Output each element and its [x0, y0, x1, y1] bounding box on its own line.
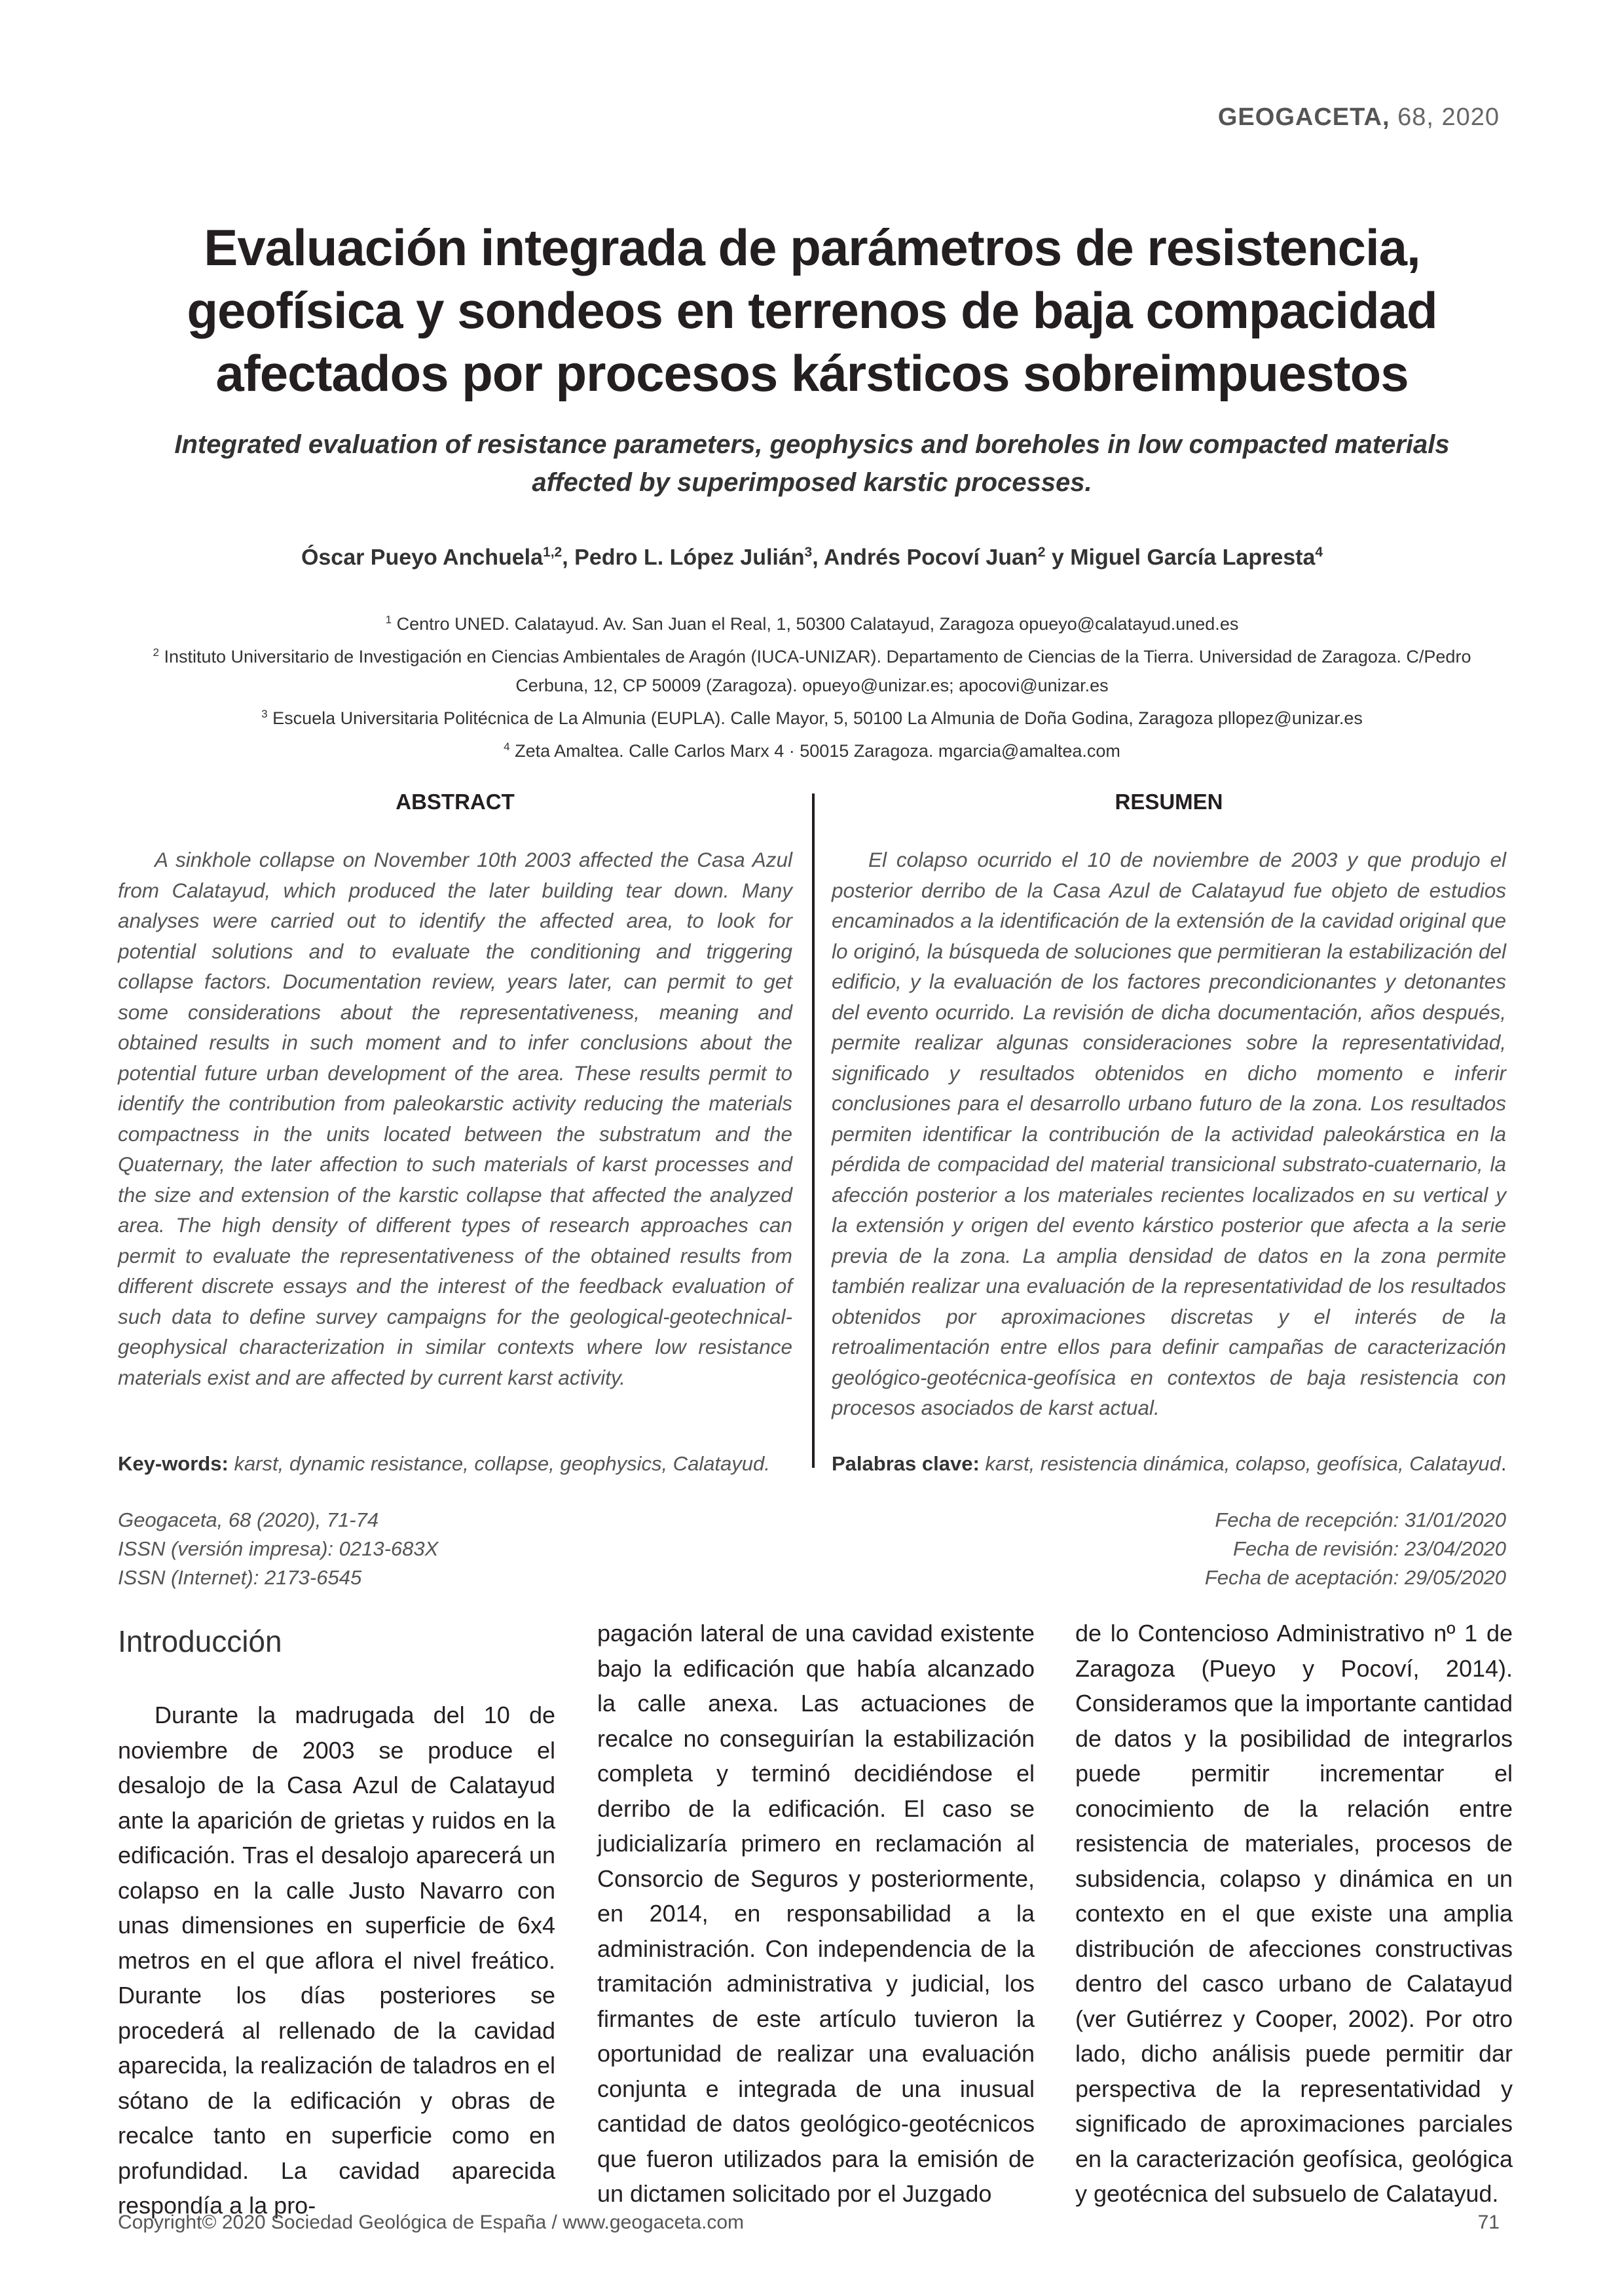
author-affiliation-marker: 3 — [804, 545, 813, 560]
abstract-text: A sinkhole collapse on November 10th 2003 affected the Casa Azul from Calatayud, which produced the later building tear down. Many analyses were carried out to identify the affected area, to look for potential solutions and to evaluate the conditioning and triggering collapse factors. Documentation review, years later, can permit to get some considerations about the representativeness, meaning and obtained results in such moment and to infer conclusions about the potential future urban development of the area. These results permit to identify the contribution from paleokarstic activity reducing the materials compactness in the units located between the substratum and the Quaternary, the later affection to such materials of karst processes and the size and extension of the karstic collapse that affected the analyzed area. The high density of different types of research approaches can permit to evaluate the representativeness of the obtained results from different discrete essays and the interest of the feedback evaluation of such data to define survey campaigns for the geological-geotechnical-geophysical characterization in similar contexts where low resistance materials exist and are affected by current karst activity. — [118, 848, 792, 1389]
date-revised: Fecha de revisión: 23/04/2020 — [1232, 1537, 1506, 1560]
affiliation-item — [124, 700, 1500, 733]
date-received: Fecha de recepción: 31/01/2020 — [1215, 1508, 1506, 1531]
journal-issue: 68, 2020 — [1397, 103, 1500, 131]
keywords-en — [118, 1452, 812, 1476]
author-list — [111, 545, 1513, 570]
author-affiliation-marker: 4 — [1315, 545, 1323, 560]
body-column-1: Durante la madrugada del 10 de noviembre de 2003 se produce el desalojo de la Casa Azul de Calatayud ante la aparición de grietas y ruidos en la edificación. Tras el desalojo aparecerá un colapso en la calle Justo Navarro con unas dimensiones en superficie de 6x4 metros en el que aflora el nivel freático. Durante los días posteriores se procederá al rellenado de la cavidad aparecida, la realización de taladros en el sótano de la edificación y obras de recalce tanto en superficie como en profundidad. La cavidad aparecida respondía a la pro- — [118, 1702, 555, 2219]
keywords-value: karst, resistencia dinámica, colapso, geofísica, Calatayud — [985, 1452, 1501, 1475]
affiliation-text: Escuela Universitaria Politécnica de La Almunia (EUPLA). Calle Mayor, 5, 50100 La Almunia de Doña Godina, Zaragoza pllopez@unizar.es — [272, 708, 1363, 728]
affiliation-item — [124, 638, 1500, 700]
author-separator: , — [812, 545, 824, 570]
journal-header — [1218, 103, 1500, 132]
introduction-heading: Introducción — [118, 1624, 282, 1658]
affiliation-marker: 4 — [504, 740, 510, 753]
citation-info — [118, 1506, 438, 1592]
keywords-label: Palabras clave: — [832, 1452, 980, 1475]
affiliation-marker: 1 — [385, 613, 392, 626]
author-name: Miguel García Lapresta — [1070, 545, 1316, 570]
affiliation-marker: 2 — [153, 646, 159, 659]
author-name: Pedro L. López Julián — [574, 545, 805, 570]
column-divider — [812, 793, 815, 1468]
author-name: Andrés Pocoví Juan — [823, 545, 1038, 570]
affiliation-text: Zeta Amaltea. Calle Carlos Marx 4 · 50015 Zaragoza. mgarcia@amaltea.com — [515, 741, 1120, 761]
page-number: 71 — [1477, 2212, 1500, 2233]
author-affiliation-marker: 1,2 — [543, 545, 563, 560]
keywords-end-period: . — [1500, 1452, 1507, 1475]
resumen-heading: RESUMEN — [1115, 790, 1223, 814]
author-affiliation-marker: 2 — [1037, 545, 1046, 560]
date-accepted: Fecha de aceptación: 29/05/2020 — [1204, 1566, 1506, 1589]
affiliation-item — [124, 733, 1500, 765]
footer-copyright: Copyright© 2020 Sociedad Geológica de España / www.geogaceta.com — [118, 2212, 745, 2233]
issn-online: ISSN (Internet): 2173-6545 — [118, 1566, 362, 1589]
submission-dates — [1205, 1506, 1506, 1592]
keywords-es — [832, 1452, 1526, 1476]
affiliation-item — [124, 606, 1500, 638]
author-separator: y — [1045, 545, 1071, 570]
affiliation-marker: 3 — [261, 708, 268, 720]
affiliation-text: Instituto Universitario de Investigación en Ciencias Ambientales de Aragón (IUCA-UNIZAR). Departamento de Ciencias de la Tierra. Universidad de Zaragoza. C/Pedro Cerbuna, 12, CP 50009 (Zaragoza). opueyo@unizar.es; apocovi@unizar.es — [164, 647, 1471, 695]
abstract-heading: ABSTRACT — [396, 790, 515, 814]
keywords-value: karst, dynamic resistance, collapse, geophysics, Calatayud. — [234, 1452, 770, 1475]
author-separator: , — [562, 545, 575, 570]
resumen-text: El colapso ocurrido el 10 de noviembre de 2003 y que produjo el posterior derribo de la Casa Azul de Calatayud fue objeto de estudios encaminados a la identificación de la extensión de la cavidad original que lo originó, la búsqueda de soluciones que permitieran la estabilización del edificio, y la evaluación de los factores precondicionantes y detonantes del evento ocurrido. La revisión de dicha documentación, años después, permite realizar algunas consideraciones sobre la representatividad, significado y resultados obtenidos en dicho momento e inferir conclusiones para el desarrollo urbano futuro de la zona. Los resultados permiten identificar la contribución de la actividad paleokárstica en la pérdida de compacidad del material transicional substrato-cuaternario, la afección posterior a los materiales recientes localizados en su vertical y la extensión y origen del evento kárstico posterior que afecta a la serie previa de la zona. La amplia densidad de datos en la zona permite también realizar una evaluación de la representatividad de los resultados obtenidos por aproximaciones discretas y el interés de la retroalimentación entre ellos para definir campañas de caracterización geológico-geotécnica-geofísica en contextos de baja resistencia con procesos asociados de karst actual. — [832, 848, 1506, 1419]
journal-reference: Geogaceta, 68 (2020), 71-74 — [118, 1508, 379, 1531]
issn-print: ISSN (versión impresa): 0213-683X — [118, 1537, 439, 1560]
body-column-3: de lo Contencioso Administrativo nº 1 de Zaragoza (Pueyo y Pocoví, 2014). Consideramos que la importante cantidad de datos y la posibilidad de integrarlos puede permitir incrementar el conocimiento de la relación entre resistencia de materiales, procesos de subsidencia, colapso y dinámica en un contexto en el que existe una amplia distribución de afecciones constructivas dentro del casco urbano de Calatayud (ver Gutiérrez y Cooper, 2002). Por otro lado, dicho análisis puede permitir dar perspectiva de la representatividad y significado de aproximaciones parciales en la caracterización geofísica, geológica y geotécnica del subsuelo de Calatayud. — [1075, 1620, 1513, 2207]
affiliations — [124, 606, 1500, 765]
article-title-en: Integrated evaluation of resistance parameters, geophysics and boreholes in low compacted materials affected by superimposed karstic processes. — [174, 430, 1450, 497]
author-name: Óscar Pueyo Anchuela — [301, 545, 544, 570]
affiliation-text: Centro UNED. Calatayud. Av. San Juan el Real, 1, 50300 Calatayud, Zaragoza opueyo@calatayud.uned.es — [396, 614, 1239, 634]
body-column-2: pagación lateral de una cavidad existente bajo la edificación que había alcanzado la calle anexa. Las actuaciones de recalce no conseguirían la estabilización completa y terminó decidiéndose el derribo de la edificación. El caso se judicializaría primero en reclamación al Consorcio de Seguros y posteriormente, en 2014, en responsabilidad a la administración. Con independencia de la tramitación administrativa y judicial, los firmantes de este artículo tuvieron la oportunidad de realizar una evaluación conjunta e integrada de una inusual cantidad de datos geológico-geotécnicos que fueron utilizados para la emisión de un dictamen solicitado por el Juzgado — [597, 1620, 1035, 2207]
journal-name: GEOGACETA, — [1217, 103, 1390, 131]
keywords-label: Key-words: — [118, 1452, 229, 1475]
article-title-es: Evaluación integrada de parámetros de resistencia, geofísica y sondeos en terrenos de baja compacidad afectados por procesos kársticos sobreimpuestos — [187, 219, 1437, 402]
